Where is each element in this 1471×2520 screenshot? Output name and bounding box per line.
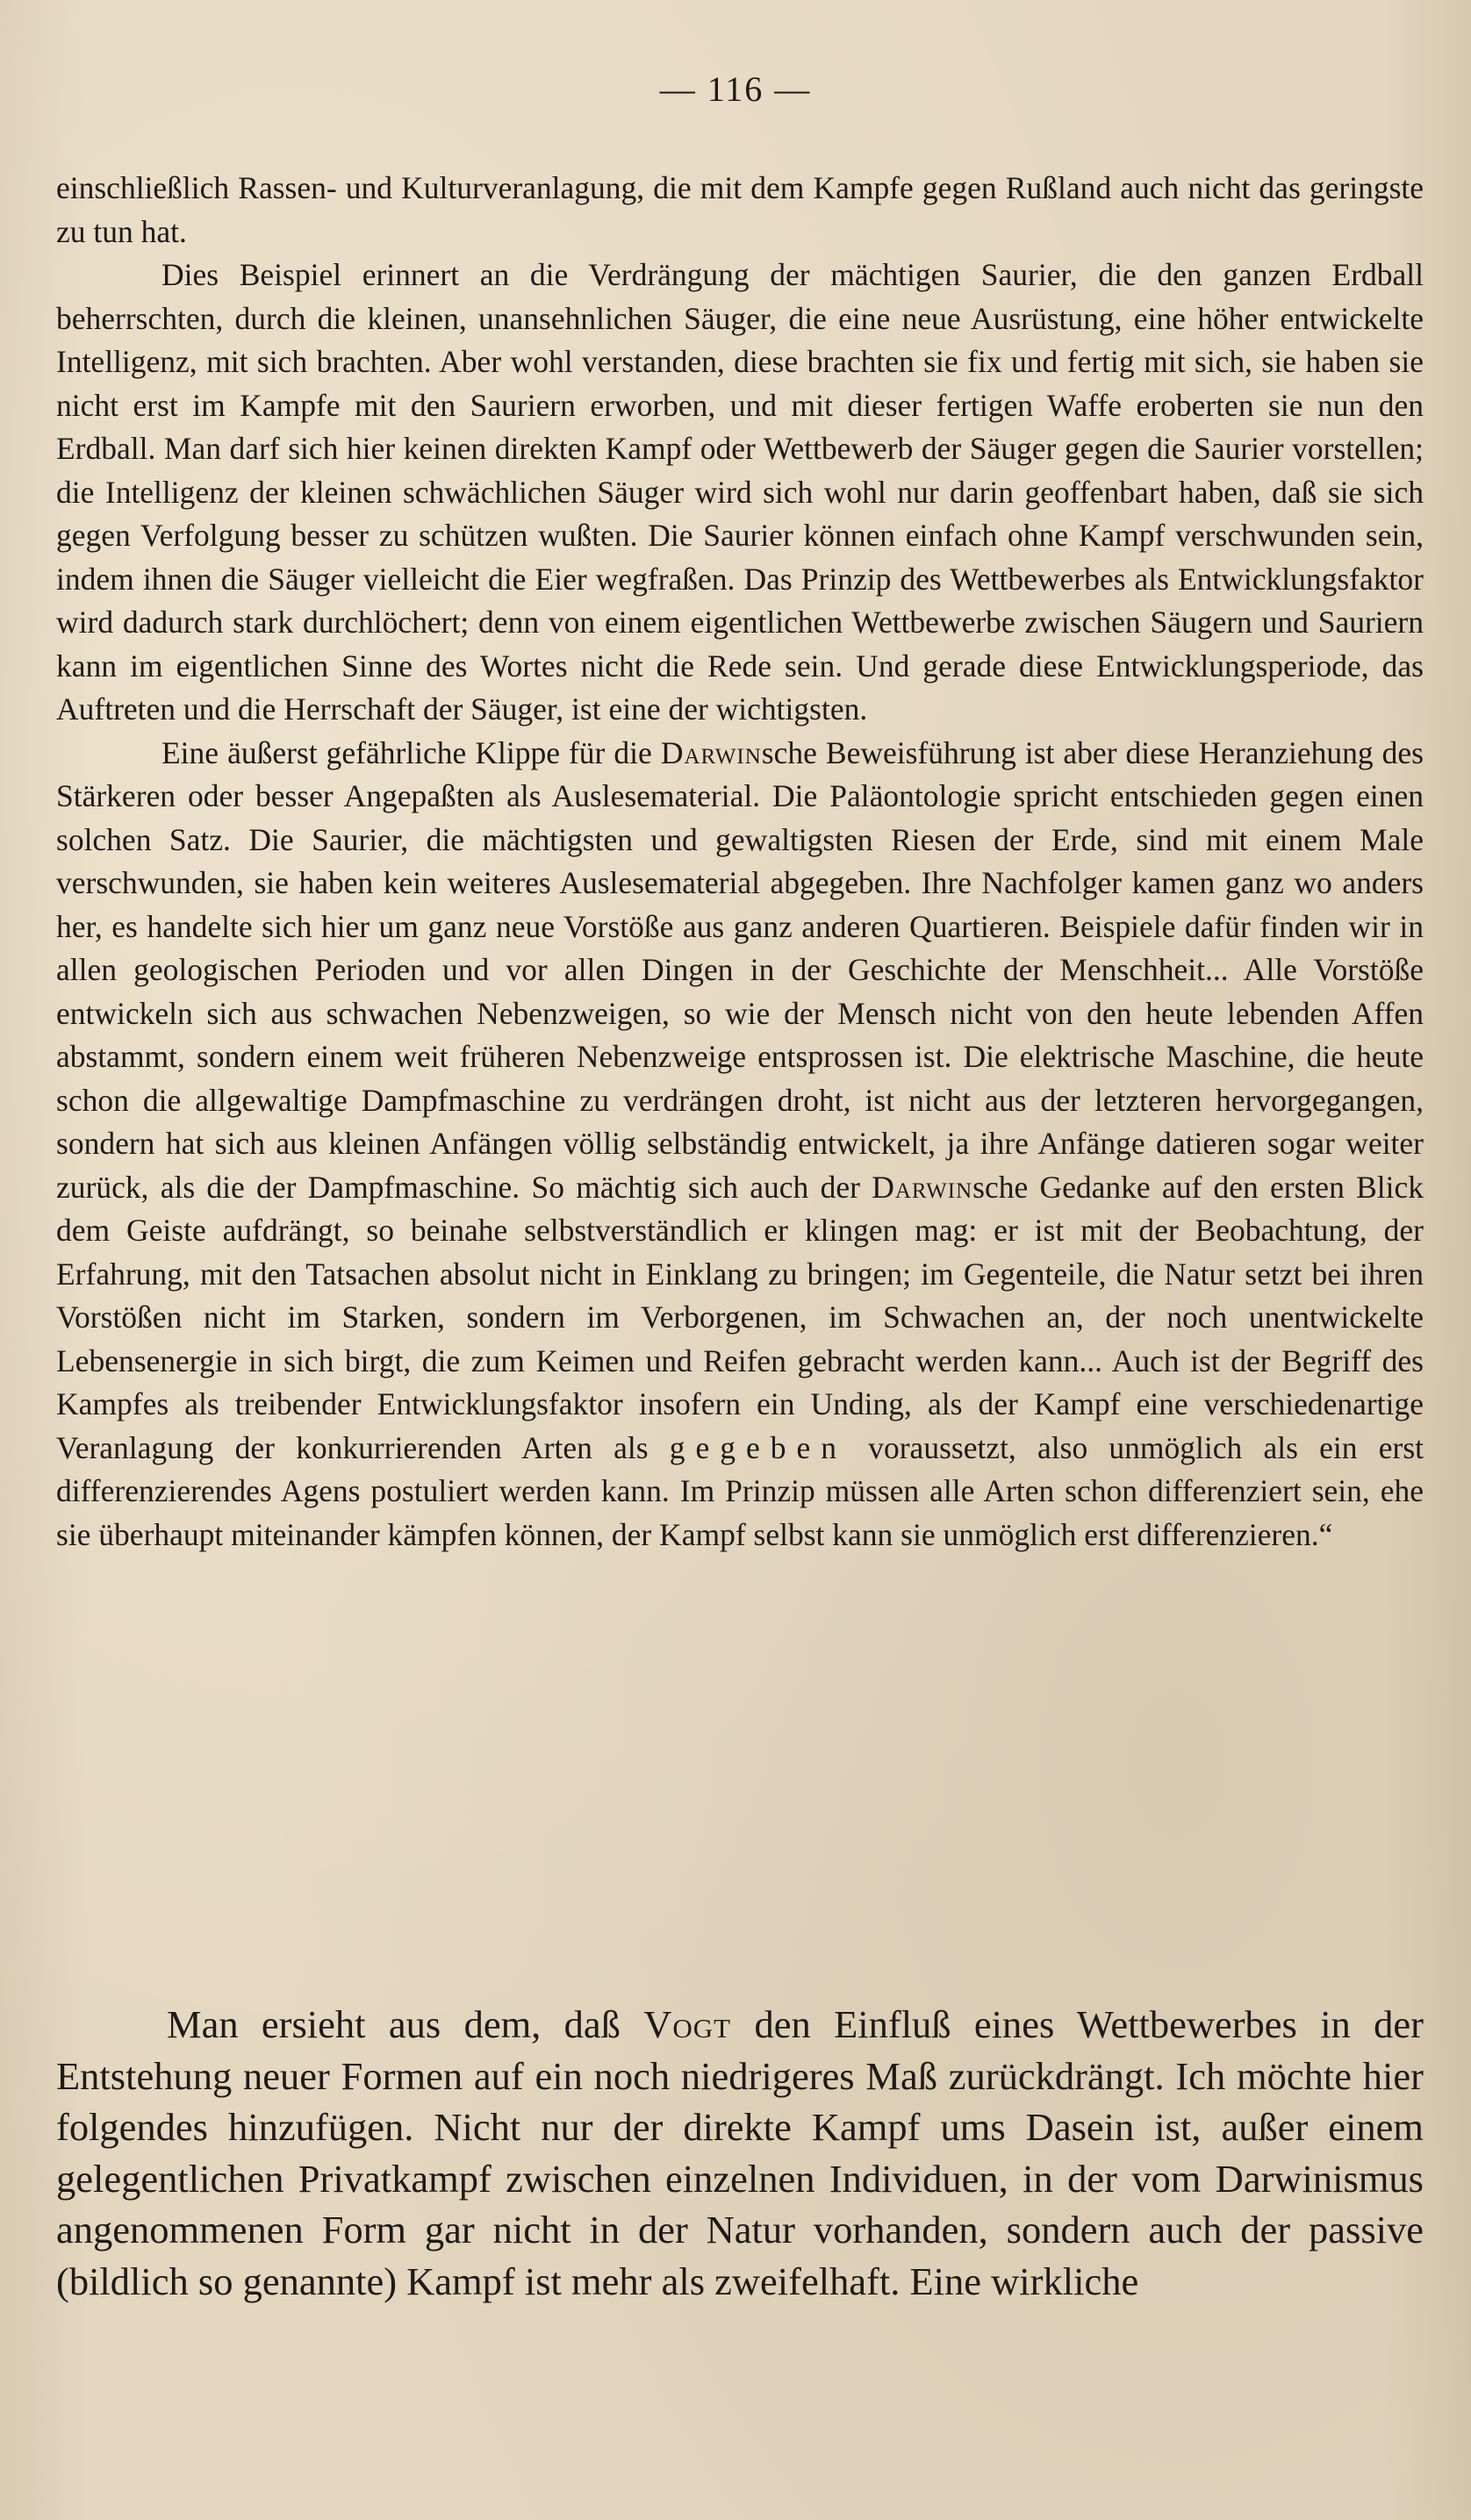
main-text <box>56 1999 1424 2307</box>
text-segment: sche Gedanke auf den ersten Blick dem Geiste aufdrängt, so beinahe selbstverständlich er klingen mag: er ist mit der Beobachtung, der Erfahrung, mit den Tatsachen absolut nicht in Einklang zu bringen; im Gegenteile, die Natur setzt bei ihren Vorstößen nicht im Starken, sondern im Verborgenen, im Schwachen an, der noch unentwickelte Lebensenergie in sich birgt, die zum Keimen und Reifen gebracht werden kann... Auch ist der Begriff des Kampfes als treibender Entwicklungsfaktor insofern ein Unding, als der Kampf eine verschiedenartige Veranlagung der konkurrierenden Arten als <box>56 1169 1424 1465</box>
text-segment: voraussetzt, also unmöglich als ein erst differenzierendes Agens postuliert werden kann. Im Prinzip müssen alle Arten schon differenziert sein, ehe sie überhaupt miteinander kämpfen können, der Kampf selbst kann sie unmöglich erst differenzieren.“ <box>56 1429 1424 1552</box>
text-segment: sche Beweisführung ist aber diese Heranziehung des Stärkeren oder besser Angepaßten als Auslesematerial. Die Paläontologie spricht entschieden gegen einen solchen Satz. Die Saurier, die mächtigsten und gewaltigsten Riesen der Erde, sind mit einem Male verschwunden, sie haben kein weiteres Auslesematerial abgegeben. Ihre Nachfolger kamen ganz wo anders her, es handelte sich hier um ganz neue Vorstöße aus ganz anderen Quartieren. Beispiele dafür finden wir in allen geologischen Perioden und vor allen Dingen in der Geschichte der Menschheit... Alle Vorstöße entwickeln sich aus schwachen Nebenzweigen, so wie der Mensch nicht von den heute lebenden Affen abstammt, sondern einem weit früheren Nebenzweige entsprossen ist. Die elektrische Maschine, die heute schon die allgewaltige Dampfmaschine zu verdrängen droht, ist nicht aus der letzteren hervorgegangen, sondern hat sich aus kleinen Anfängen völlig selbständig entwickelt, ja ihre Anfänge datieren sogar weiter zurück, als die der Dampfmaschine. So mächtig sich auch der <box>56 734 1424 1205</box>
body-paragraph-1 <box>56 1999 1424 2307</box>
author-name-darwin: Darwin <box>660 734 762 770</box>
text-segment: einschließlich Rassen- und Kulturveranlagung, die mit dem Kampfe gegen Rußland auch nicht das geringste zu tun hat. <box>56 170 1424 249</box>
author-name-vogt: Vogt <box>643 2002 732 2046</box>
text-segment: Eine äußerst gefährliche Klippe für die <box>161 734 661 770</box>
quote-paragraph-3 <box>56 732 1424 1557</box>
quoted-passage <box>56 167 1424 1557</box>
text-segment: Man ersieht aus dem, daß <box>167 2002 644 2046</box>
text-segment: Dies Beispiel erinnert an die Verdrängung der mächtigen Saurier, die den ganzen Erdball beherrschten, durch die kleinen, unansehnlichen Säuger, die eine neue Ausrüstung, eine höher entwickelte Intelligenz, mit sich brachten. Aber wohl verstanden, diese brachten sie fix und fertig mit sich, sie haben sie nicht erst im Kampfe mit den Sauriern erworben, und mit dieser fertigen Waffe eroberten sie nun den Erdball. Man darf sich hier keinen direkten Kampf oder Wettbewerb der Säuger gegen die Saurier vorstellen; die Intelligenz der kleinen schwächlichen Säuger wird sich wohl nur darin geoffenbart haben, daß sie sich gegen Verfolgung besser zu schützen wußten. Die Saurier können einfach ohne Kampf verschwunden sein, indem ihnen die Säuger vielleicht die Eier wegfraßen. Das Prinzip des Wettbewerbes als Entwicklungsfaktor wird dadurch stark durchlöchert; denn von einem eigentlichen Wettbewerbe zwischen Säugern und Sauriern kann im eigentlichen Sinne des Wortes nicht die Rede sein. Und gerade diese Entwicklungsperiode, das Auftreten und die Herrschaft der Säuger, ist eine der wichtigsten. <box>56 257 1424 727</box>
text-segment: den Einfluß eines Wettbewerbes in der Entstehung neuer Formen auf ein noch niedrigeres Maß zurückdrängt. Ich möchte hier folgendes hinzufügen. Nicht nur der direkte Kampf ums Dasein ist, außer einem gelegentlichen Privatkampf zwischen einzelnen Individuen, in der vom Darwinismus angenommenen Form gar nicht in der Natur vorhanden, sondern auch der passive (bildlich so genannte) Kampf ist mehr als zweifelhaft. Eine wirkliche <box>56 2002 1424 2303</box>
page-number: — 116 — <box>659 69 812 109</box>
emphasized-word: gegeben <box>669 1429 848 1465</box>
quote-paragraph-2 <box>56 254 1424 732</box>
author-name-darwin: Darwin <box>872 1169 973 1205</box>
quote-paragraph-1 <box>56 167 1424 254</box>
